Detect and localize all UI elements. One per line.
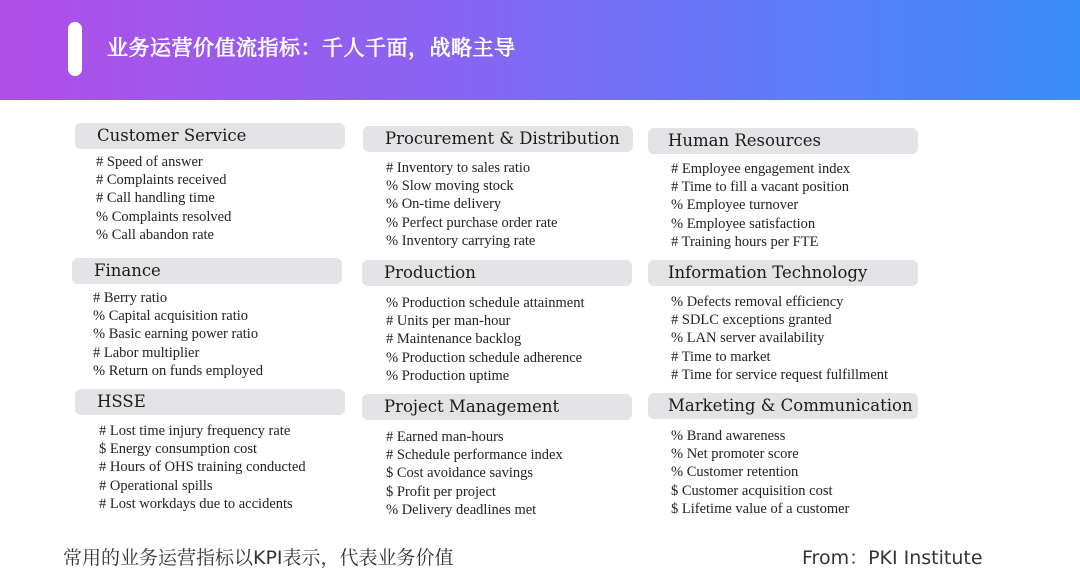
kpi-list — [75, 422, 345, 513]
card-marketing-communication — [648, 393, 918, 518]
kpi-item: % Employee turnover — [671, 197, 799, 214]
card-title: Procurement & Distribution — [363, 126, 633, 152]
kpi-item: $ Customer acquisition cost — [671, 482, 833, 499]
kpi-item: # Training hours per FTE — [671, 233, 819, 250]
kpi-item: $ Profit per project — [386, 483, 496, 500]
kpi-item: % Call abandon rate — [96, 226, 214, 243]
card-title: Customer Service — [75, 123, 345, 149]
kpi-item: % Delivery deadlines met — [386, 501, 537, 518]
kpi-item: % On-time delivery — [386, 196, 502, 213]
kpi-item: % Return on funds employed — [93, 362, 263, 379]
source-credit: From：PKI Institute — [802, 547, 983, 569]
card-information-technology — [648, 260, 918, 384]
card-production — [362, 260, 632, 385]
card-title: Information Technology — [648, 260, 918, 286]
kpi-item: % Slow moving stock — [386, 178, 514, 195]
card-title: Human Resources — [648, 128, 918, 154]
card-title: Marketing & Communication — [648, 393, 918, 419]
kpi-list — [363, 159, 633, 250]
kpi-item: # Lost workdays due to accidents — [99, 495, 293, 512]
kpi-item: % Defects removal efficiency — [671, 294, 844, 310]
footer-note: 常用的业务运营指标以KPI表示，代表业务价值 — [63, 547, 454, 569]
kpi-list — [72, 289, 342, 380]
kpi-item: % Customer retention — [671, 464, 799, 481]
kpi-item: # Labor multiplier — [93, 344, 200, 361]
kpi-item: # Berry ratio — [93, 290, 168, 306]
kpi-item: % Net promoter score — [671, 446, 799, 463]
kpi-item: % Complaints resolved — [96, 208, 232, 225]
kpi-item: # Complaints received — [96, 172, 227, 189]
kpi-item: % Production schedule adherence — [386, 349, 583, 366]
kpi-item: # Time to fill a vacant position — [671, 179, 850, 196]
kpi-item: % Employee satisfaction — [671, 215, 816, 232]
page-title: 业务运营价值流指标：千人千面，战略主导 — [107, 36, 516, 60]
card-hsse — [75, 389, 345, 513]
kpi-item: # Inventory to sales ratio — [386, 160, 531, 176]
kpi-item: # Schedule performance index — [386, 447, 563, 464]
kpi-item: % Capital acquisition ratio — [93, 308, 249, 325]
kpi-list — [362, 294, 632, 385]
kpi-item: # Hours of OHS training conducted — [99, 459, 306, 476]
header-banner — [0, 0, 1080, 100]
kpi-item: # Operational spills — [99, 477, 213, 494]
card-title: Production — [362, 260, 632, 286]
kpi-item: # Lost time injury frequency rate — [99, 423, 291, 439]
card-finance — [72, 258, 342, 380]
kpi-item: # Employee engagement index — [671, 161, 851, 177]
kpi-item: # Speed of answer — [96, 154, 203, 170]
kpi-item: # SDLC exceptions granted — [671, 312, 832, 329]
card-procurement-distribution — [363, 126, 633, 250]
card-customer-service — [75, 123, 345, 244]
kpi-item: % LAN server availability — [671, 330, 825, 347]
kpi-item: $ Cost avoidance savings — [386, 465, 533, 482]
card-human-resources — [648, 128, 918, 251]
kpi-item: # Call handling time — [96, 190, 215, 207]
kpi-item: % Inventory carrying rate — [386, 232, 536, 249]
kpi-item: $ Lifetime value of a customer — [671, 500, 850, 517]
kpi-list — [648, 427, 918, 518]
kpi-list — [648, 160, 918, 251]
kpi-item: # Maintenance backlog — [386, 331, 522, 348]
card-title: HSSE — [75, 389, 345, 415]
card-title: Finance — [72, 258, 342, 284]
kpi-item: % Production schedule attainment — [386, 295, 585, 311]
kpi-item: $ Energy consumption cost — [99, 441, 258, 458]
kpi-list — [362, 428, 632, 519]
card-project-management — [362, 394, 632, 519]
kpi-item: # Time to market — [671, 348, 771, 365]
card-title: Project Management — [362, 394, 632, 420]
kpi-list — [75, 153, 345, 244]
kpi-item: % Perfect purchase order rate — [386, 214, 558, 231]
kpi-list — [648, 293, 918, 384]
kpi-item: % Brand awareness — [671, 428, 786, 444]
kpi-item: # Units per man-hour — [386, 313, 511, 330]
kpi-item: % Production uptime — [386, 367, 510, 384]
kpi-item: # Earned man-hours — [386, 429, 504, 445]
header-accent-bar — [68, 22, 82, 76]
kpi-item: % Basic earning power ratio — [93, 326, 259, 343]
kpi-item: # Time for service request fulfillment — [671, 366, 889, 383]
